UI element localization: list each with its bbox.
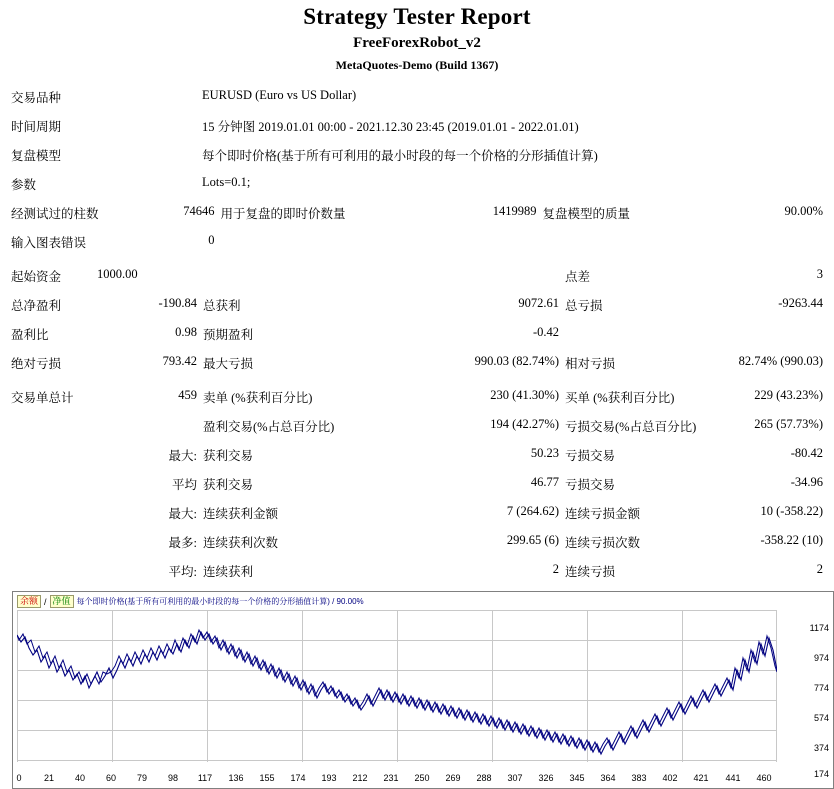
- y-tick: 1174: [809, 623, 829, 633]
- info-value: 15 分钟图 2019.01.01 00:00 - 2021.12.30 23:45 (2019.01.01 - 2022.01.01): [202, 120, 579, 134]
- trade-label-2: 连续获利次数: [203, 536, 279, 550]
- trade-label-1: [8, 561, 94, 581]
- stat-label-1: 绝对亏损: [11, 357, 62, 371]
- trade-label-1: [8, 445, 94, 465]
- x-tick: 0: [16, 773, 22, 783]
- trade-label-1: [8, 416, 94, 436]
- x-tick: 193: [321, 773, 337, 783]
- trade-value-3: 10 (-358.22): [760, 504, 823, 518]
- x-tick: 79: [136, 773, 148, 783]
- spacer-row: [8, 223, 826, 232]
- trade-value-1: 459: [178, 388, 197, 402]
- x-tick: 98: [167, 773, 179, 783]
- bars-table: [8, 203, 826, 252]
- ticks-label: 用于复盘的即时价数量: [220, 207, 346, 221]
- trade-label-3: 亏损交易: [565, 449, 616, 463]
- trade-value-3: 2: [816, 562, 823, 576]
- info-label: 时间周期: [11, 120, 62, 134]
- trade-label-3: 连续亏损金额: [565, 507, 641, 521]
- table-row: [8, 174, 826, 194]
- stat-value-3: -9263.44: [778, 296, 823, 310]
- spacer-row: [8, 165, 826, 174]
- ticks-value: 1419989: [492, 204, 537, 218]
- quality-label: 复盘模型的质量: [542, 207, 631, 221]
- legend-profit-swatch: 净值: [50, 595, 74, 608]
- trade-value-2: 230 (41.30%): [490, 388, 559, 402]
- table-row: [8, 445, 826, 465]
- stat-label-1: 起始资金: [11, 270, 62, 284]
- stats-table: [8, 266, 826, 373]
- table-row: [8, 203, 826, 223]
- x-tick: 326: [538, 773, 554, 783]
- table-row: [8, 295, 826, 315]
- stat-label-3: 点差: [565, 270, 591, 284]
- info-value: Lots=0.1;: [202, 175, 251, 189]
- table-row: [8, 324, 826, 344]
- table-row: [8, 232, 826, 252]
- stat-value-3: 82.74% (990.03): [738, 354, 823, 368]
- spacer-row: [8, 286, 826, 295]
- x-tick: 60: [105, 773, 117, 783]
- trade-label-2: 卖单 (%获利百分比): [203, 391, 313, 405]
- page-title: Strategy Tester Report: [303, 4, 531, 29]
- stat-label-1: 盈利比: [11, 328, 49, 342]
- y-tick: 574: [813, 713, 829, 723]
- trade-label-3: 买单 (%获利百分比): [565, 391, 675, 405]
- x-tick: 402: [662, 773, 678, 783]
- spacer-row: [8, 407, 826, 416]
- y-tick: 974: [813, 653, 829, 663]
- chart-y-axis: [785, 610, 831, 779]
- spacer-row: [8, 523, 826, 532]
- legend-balance-swatch: 余额: [17, 595, 41, 608]
- trade-value-2: 2: [552, 562, 559, 576]
- stat-label-3: 总亏损: [565, 299, 603, 313]
- trade-label-1: [8, 474, 94, 494]
- x-tick: 231: [383, 773, 399, 783]
- x-tick: 307: [507, 773, 523, 783]
- trade-label-3: 连续亏损次数: [565, 536, 641, 550]
- bars-value: 74646: [183, 204, 215, 218]
- balance-chart: [12, 591, 834, 789]
- table-row: [8, 353, 826, 373]
- trade-value-1: 平均:: [168, 565, 197, 579]
- stat-value-3: [708, 324, 826, 344]
- info-table: [8, 87, 826, 194]
- trade-value-3: -34.96: [790, 475, 823, 489]
- trade-value-2: 50.23: [530, 446, 559, 460]
- stat-label-1: 总净盈利: [11, 299, 62, 313]
- stat-value-2: 990.03 (82.74%): [474, 354, 559, 368]
- stat-label-2: 总获利: [203, 299, 241, 313]
- x-tick: 155: [259, 773, 275, 783]
- trade-value-1: [94, 416, 200, 436]
- stat-value-1: 793.42: [162, 354, 197, 368]
- y-tick: 374: [813, 743, 829, 753]
- stat-value-2: 9072.61: [518, 296, 559, 310]
- spacer-row: [8, 552, 826, 561]
- chart-error-value: 0: [208, 233, 215, 247]
- trade-label-1: 交易单总计: [11, 391, 74, 405]
- spacer-row: [8, 494, 826, 503]
- expert-name: FreeForexRobot_v2: [353, 35, 481, 51]
- trade-value-2: 299.65 (6): [506, 533, 559, 547]
- table-row: [8, 387, 826, 407]
- x-tick: 21: [43, 773, 55, 783]
- trade-label-2: 获利交易: [203, 478, 254, 492]
- table-row: [8, 145, 826, 165]
- table-row: [8, 561, 826, 581]
- chart-error-label: 输入图表错误: [11, 236, 87, 250]
- stat-value-2: [356, 266, 562, 286]
- x-tick: 421: [693, 773, 709, 783]
- spacer-row: [8, 136, 826, 145]
- spacer-row: [8, 315, 826, 324]
- table-row: [8, 87, 826, 107]
- trade-value-1: 平均: [171, 478, 197, 492]
- table-row: [8, 416, 826, 436]
- y-tick: 174: [813, 769, 829, 779]
- table-row: [8, 266, 826, 286]
- info-label: 交易品种: [11, 91, 62, 105]
- trade-label-3: 亏损交易(%占总百分比): [565, 420, 697, 434]
- trade-value-3: -80.42: [790, 446, 823, 460]
- trade-value-2: 7 (264.62): [506, 504, 559, 518]
- x-tick: 40: [74, 773, 86, 783]
- trades-table: [8, 387, 826, 581]
- stat-label-3: [562, 324, 708, 344]
- x-tick: 364: [600, 773, 616, 783]
- x-tick: 269: [445, 773, 461, 783]
- trade-value-3: 265 (57.73%): [754, 417, 823, 431]
- stat-value-1: 0.98: [175, 325, 197, 339]
- info-value: 每个即时价格(基于所有可利用的最小时段的每一个价格的分形插值计算): [202, 149, 598, 163]
- trade-label-2: 连续获利金额: [203, 507, 279, 521]
- chart-gridlines: [17, 610, 777, 762]
- x-tick: 383: [631, 773, 647, 783]
- spacer-row: [8, 465, 826, 474]
- table-row: [8, 532, 826, 552]
- table-row: [8, 503, 826, 523]
- chart-svg: [17, 610, 777, 762]
- table-row: [8, 474, 826, 494]
- trade-value-3: -358.22 (10): [760, 533, 823, 547]
- spacer-row: [8, 436, 826, 445]
- table-row: [8, 116, 826, 136]
- server-name: MetaQuotes-Demo (Build 1367): [335, 58, 499, 72]
- report-header: [8, 4, 826, 73]
- strategy-tester-report: [0, 4, 834, 789]
- stat-label-2: [200, 266, 356, 286]
- x-tick: 212: [352, 773, 368, 783]
- x-tick: 136: [228, 773, 244, 783]
- trade-value-3: 229 (43.23%): [754, 388, 823, 402]
- info-value: EURUSD (Euro vs US Dollar): [202, 88, 357, 102]
- trade-label-2: 获利交易: [203, 449, 254, 463]
- trade-label-2: 连续获利: [203, 565, 254, 579]
- stat-label-2: 最大亏损: [203, 357, 254, 371]
- stat-value-1: 1000.00: [97, 267, 138, 281]
- info-label: 参数: [11, 178, 37, 192]
- x-tick: 250: [414, 773, 430, 783]
- spacer-row: [8, 344, 826, 353]
- trade-label-2: 盈利交易(%占总百分比): [203, 420, 335, 434]
- trade-label-3: 亏损交易: [565, 478, 616, 492]
- spacer-row: [8, 107, 826, 116]
- y-tick: 774: [813, 683, 829, 693]
- legend-separator: /: [44, 596, 47, 607]
- trade-value-1: 最多:: [168, 536, 197, 550]
- quality-value: 90.00%: [784, 204, 823, 218]
- stat-value-2: -0.42: [532, 325, 559, 339]
- trade-label-1: [8, 532, 94, 552]
- trade-label-3: 连续亏损: [565, 565, 616, 579]
- trade-value-2: 194 (42.27%): [490, 417, 559, 431]
- trade-value-2: 46.77: [530, 475, 559, 489]
- x-tick: 441: [725, 773, 741, 783]
- info-label: 复盘模型: [11, 149, 62, 163]
- x-tick: 174: [290, 773, 306, 783]
- trade-label-1: [8, 503, 94, 523]
- bars-label: 经测试过的柱数: [11, 207, 99, 221]
- stat-label-2: 预期盈利: [203, 328, 254, 342]
- trade-value-1: 最大:: [168, 507, 197, 521]
- chart-legend: [17, 595, 364, 608]
- chart-plot-area: [17, 610, 777, 762]
- x-tick: 288: [476, 773, 492, 783]
- legend-model-text: 每个即时价格(基于所有可利用的最小时段的每一个价格的分形插值计算) / 90.00%: [76, 597, 364, 606]
- x-tick: 117: [197, 773, 213, 783]
- stat-value-1: -190.84: [158, 296, 197, 310]
- x-tick: 345: [569, 773, 585, 783]
- chart-x-axis: [13, 773, 833, 787]
- stat-label-3: 相对亏损: [565, 357, 616, 371]
- stat-value-3: 3: [816, 267, 823, 281]
- x-tick: 460: [756, 773, 772, 783]
- trade-value-1: 最大:: [168, 449, 197, 463]
